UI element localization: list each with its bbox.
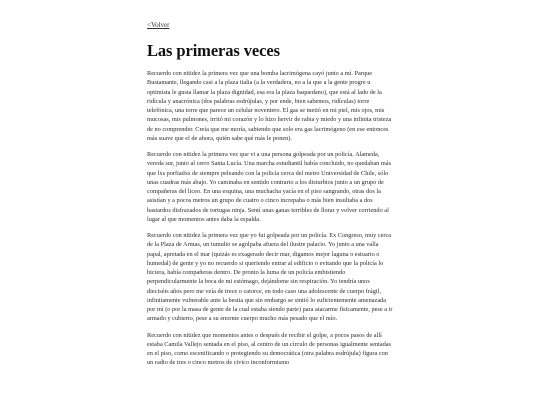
back-link-label: Volver (150, 21, 170, 29)
page-title: Las primeras veces (147, 41, 280, 60)
article (147, 14, 393, 375)
paragraph: Recuerdo con nitidez la primera vez que yo fui golpeada por un policía. Ex Congreso, muy cerca de la Plaza de Armas, un tumulto se agolpaba afuera del ilustre palacio. Yo junto a una valla papal, apretada en el mar (quizás es exagerado decir mar, digamos mejor laguna o estuario o humedal) de gente y yo no recuerdo si queriendo entrar al edificio o evitando que la policía lo hiciera, había compañeras dentro. De pronto la luma de un policía embistiendo perpendicularmente la boca de mi estómago, dejándome sin respiración. Yo tendría unos dieciséis años pero me veía de trece o catorce, en todo caso una adolescente de cuerpo frágil, infinitamente vulnerable ante la bestia que sin embargo se sintió lo suficientemente amenazada por mí (o por la masa de gente de la cual estaba siendo parte) para atacarme físicamente, pese a ir armado y cubierto, pese a su enorme cuerpo mucho más pesado que el mío. (147, 232, 393, 323)
paragraph: Recuerdo con nitidez la primera vez que vi a una persona golpeada por un policía. Alameda, vereda sur, junto al cerro Santa Lucía. Una marcha estudiantil había concluido, no quedaban más que lxs porfiadxs de siempre peleando con la policía cerca del metro Universidad de Chile, sólo unas cuadras más abajo. Yo caminaba en sentido contrario a los disturbios junto a un grupo de compañeras del liceo. En una esquina, una muchacha yacía en el piso sangrando, otras dos la asistían y a pocos metros un grupo de cuatro o cinco increpaba o más bien insultaba a dos bastardos disfrazados de tortugas ninja. Sentí unas ganas terribles de llorar y volver corriendo al lugar al que momentos antes daba la espalda. (147, 151, 392, 223)
chevron-left-icon: < (147, 21, 151, 29)
paragraph: Recuerdo con nitidez la primera vez que una bomba lacrimógena cayó junto a mí. Parque Bustamante, llegando casi a la plaza italia (a la verdadera, no a la que a la gente progre u optimista le gusta llamar la plaza dignidad, esa era la plaza baquedano), que está al lado de la ridícula y anacrónica (dos palabras esdrújulas, y por ende, bien sabemos, ridículas) torre telefónica, una torre que parece un celular noventero. El gas se metió en mi piel, mis ojos, mis mucosas, mis pulmones, irritó mi corazón y lo hizo hervir de rabia y miedo y una infinita tristeza de no comprender. Creía que me moría, sabiendo que solo era gas lacrimógeno (en ese entonces más suave que el de ahora, quién sabe qué más le ponen). (147, 70, 392, 142)
back-link[interactable] (147, 20, 170, 30)
paragraph: Recuerdo con nitidez que momentos antes o después de recibir el golpe, a pocos pasos de allí estaba Camila Vallejo sentada en el piso, al centro de un círculo de personas igualmente sentadas en el piso, como escenificando o protegiendo su democrática (otra palabra esdrújula) figura con un radio de tres o cinco metros de civico inconformismo (147, 331, 391, 367)
article-body (147, 69, 393, 368)
